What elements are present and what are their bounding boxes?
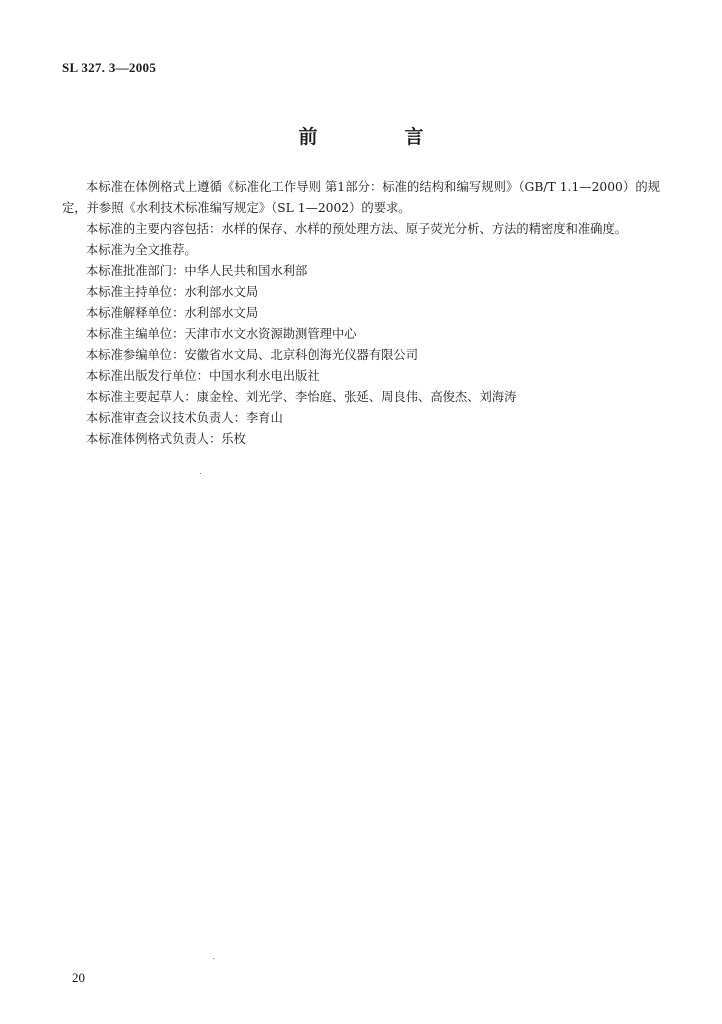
list-item: 本标准审查会议技术负责人：李育山 — [86, 411, 283, 425]
scan-speck — [200, 473, 201, 474]
page-title: 前 言 — [298, 126, 458, 148]
list-item: 本标准解释单位：水利部水文局 — [86, 306, 259, 320]
list-item: 本标准主编单位：天津市水文水资源勘测管理中心 — [86, 327, 357, 341]
list-item: 本标准主持单位：水利部水文局 — [86, 285, 259, 299]
intro-paragraph: 本标准在体例格式上遵循《标准化工作导则 第1部分：标准的结构和编写规则》（GB/T 1.1—2000）的规定，并参照《水利技术标准编写规定》（SL 1—2002）的要求。 — [62, 180, 660, 215]
document-body — [62, 177, 660, 450]
page-number: 20 — [72, 970, 85, 985]
list-item: 本标准体例格式负责人：乐枚 — [86, 432, 246, 446]
header-code: SL 327. 3—2005 — [62, 60, 157, 75]
content-paragraph: 本标准的主要内容包括：水样的保存、水样的预处理方法、原子荧光分析、方法的精密度和准确度。 — [86, 222, 628, 236]
scan-speck — [213, 958, 214, 959]
list-item: 本标准主要起草人：康金栓、刘光学、李怡庭、张延、周良伟、高俊杰、刘海涛 — [86, 390, 517, 404]
list-item: 本标准为全文推荐。 — [86, 243, 197, 257]
list-item: 本标准参编单位：安徽省水文局、北京科创海光仪器有限公司 — [86, 348, 419, 362]
list-item: 本标准出版发行单位：中国水利水电出版社 — [86, 369, 320, 383]
list-item: 本标准批准部门：中华人民共和国水利部 — [86, 264, 308, 278]
